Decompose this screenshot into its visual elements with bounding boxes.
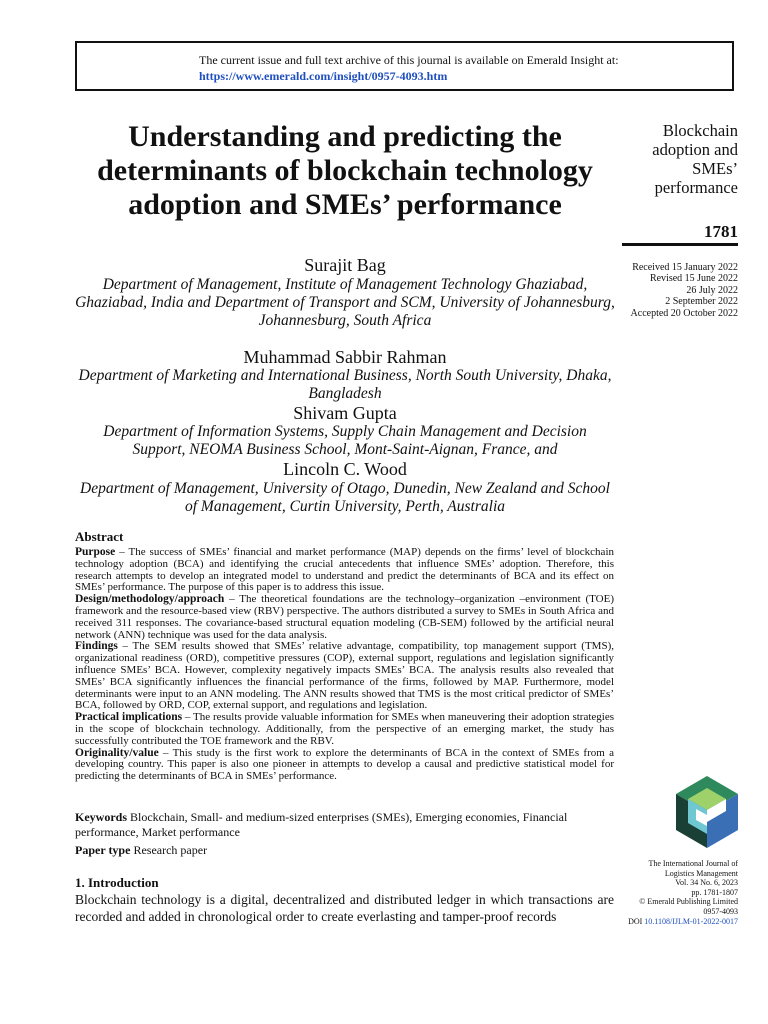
findings-label: Findings — [75, 640, 118, 653]
design-text: – The theoretical foundations are the technology–organization –environment (TOE) framework and the resource-based view (RBV) perspective. The authors distributed a survey to SMEs in South Africa and received 311 responses. The covariance-based structural equation modeling (CB-SEM) followed by the artificial neural network (ANN) technique was used for the data analysis. — [75, 593, 614, 641]
originality-label: Originality/value — [75, 746, 159, 759]
page-number: 1781 — [704, 222, 738, 241]
keywords — [75, 810, 614, 840]
journal-line: Logistics Management — [664, 868, 738, 878]
history-dates — [600, 262, 738, 319]
purpose-label: Purpose — [75, 546, 116, 558]
doi-link[interactable]: 10.1108/IJLM-01-2022-0017 — [644, 916, 738, 926]
introduction-heading: 1. Introduction — [75, 875, 159, 890]
doi-line — [610, 917, 738, 927]
running-head: Blockchain adoption and SMEs’ performance — [652, 121, 738, 197]
abstract-heading: Abstract — [75, 529, 124, 544]
date-line: Revised 15 June 2022 — [649, 273, 738, 285]
journal-url-link[interactable]: https://www.emerald.com/insight/0957-4093.htm — [199, 69, 448, 83]
access-note: The current issue and full text archive of this journal is available on Emerald Insight at: — [199, 53, 619, 67]
journal-line: © Emerald Publishing Limited — [639, 897, 738, 907]
abstract-practical — [75, 712, 614, 747]
keywords-section — [75, 810, 614, 858]
author-name: Surajit Bag — [304, 255, 386, 275]
abstract-purpose — [75, 547, 614, 594]
originality-text: – This study is the first work to explore the determinants of BCA in the context of SMEs from a developing country. This paper is also one pioneer in attempts to develop a causal and predictive statistical model for predicting the determinants of BCA in SMEs’ performance. — [75, 746, 614, 783]
paper-type — [75, 843, 614, 858]
journal-line: pp. 1781-1807 — [691, 887, 738, 897]
journal-line: The International Journal of — [648, 859, 738, 868]
paper-type-label: Paper type — [75, 843, 131, 857]
author-affiliation: Department of Information Systems, Supply Chain Management and Decision Support, NEOMA Business School, Mont-Saint-Aignan, France, and — [103, 423, 587, 458]
author-name: Muhammad Sabbir Rahman — [243, 347, 447, 367]
doi-label: DOI — [628, 916, 645, 926]
emerald-publishing-logo-icon — [676, 776, 738, 848]
margin-rule — [622, 243, 738, 246]
introduction-text: Blockchain technology is a digital, decentralized and distributed ledger in which transactions are recorded and added in chronological order to create everlasting and tamper-proof records — [75, 892, 614, 924]
abstract-section — [75, 530, 614, 783]
date-line: Received 15 January 2022 — [632, 262, 738, 273]
practical-text: – The results provide valuable information for SMEs when maneuvering their adoption strategies in the scope of blockchain technology. Additionally, from the perspective of an emerging market, the study has successfully contributed the TOE framework and the RBV. — [75, 711, 614, 747]
author-affiliation: Department of Marketing and International Business, North South University, Dhaka, Bangladesh — [78, 367, 612, 402]
introduction-section — [75, 875, 614, 925]
date-line: 26 July 2022 — [686, 284, 738, 296]
date-line: Accepted 20 October 2022 — [630, 307, 738, 319]
journal-line: Vol. 34 No. 6, 2023 — [675, 878, 738, 888]
paper-type-text: Research paper — [130, 843, 208, 857]
author-name: Shivam Gupta — [293, 403, 397, 423]
abstract-findings — [75, 641, 614, 712]
author-name: Lincoln C. Wood — [283, 459, 407, 479]
journal-info — [610, 859, 738, 926]
keywords-text: Blockchain, Small- and medium-sized enterprises (SMEs), Emerging economies, Financial performance, Market performance — [75, 810, 568, 839]
abstract-originality — [75, 748, 614, 783]
journal-line: 0957-4093 — [703, 906, 738, 916]
practical-label: Practical implications — [75, 711, 183, 724]
findings-text: – The SEM results showed that SMEs’ relative advantage, compatibility, top management support (TMS), organizational readiness (ORD), competitive pressures (COP), external support, regulations and legislation significantly influence SMEs’ BCA. However, complexity negatively impacts SMEs’ BCA. The analysis results also revealed that SMEs’ BCA significantly influences the financial performance of the firms, followed by MAP. Furthermore, model determinants were input to an ANN modeling. The ANN results showed that TMS is the most critical predictor of SMEs’ BCA, followed by ORD, COP, external support, and regulations and legislation. — [75, 640, 614, 712]
design-label: Design/methodology/approach — [75, 593, 225, 606]
purpose-text: – The success of SMEs’ financial and market performance (MAP) depends on the firms’ level of blockchain technology adoption (BCA) and identifying the crucial antecedents that influence SMEs’ adoption. Therefore, this research attempts to develop an integrated model to understand and predict the determinants of BCA and its effect on SMEs’ performance. The purpose of this paper is to address this issue. — [75, 546, 614, 594]
date-line: 2 September 2022 — [665, 296, 738, 308]
journal-access-box — [75, 41, 734, 91]
author-affiliation: Department of Management, University of Otago, Dunedin, New Zealand and School of Management, Curtin University, Perth, Australia — [80, 480, 610, 515]
article-title: Understanding and predicting the determinants of blockchain technology adoption and SMEs’ performance — [97, 120, 593, 221]
abstract-design — [75, 594, 614, 641]
author-affiliation: Department of Management, Institute of Management Technology Ghaziabad, Ghaziabad, India and Department of Transport and SCM, University of Johannesburg, Johannesburg, South Africa — [75, 276, 615, 329]
keywords-label: Keywords — [75, 810, 127, 824]
